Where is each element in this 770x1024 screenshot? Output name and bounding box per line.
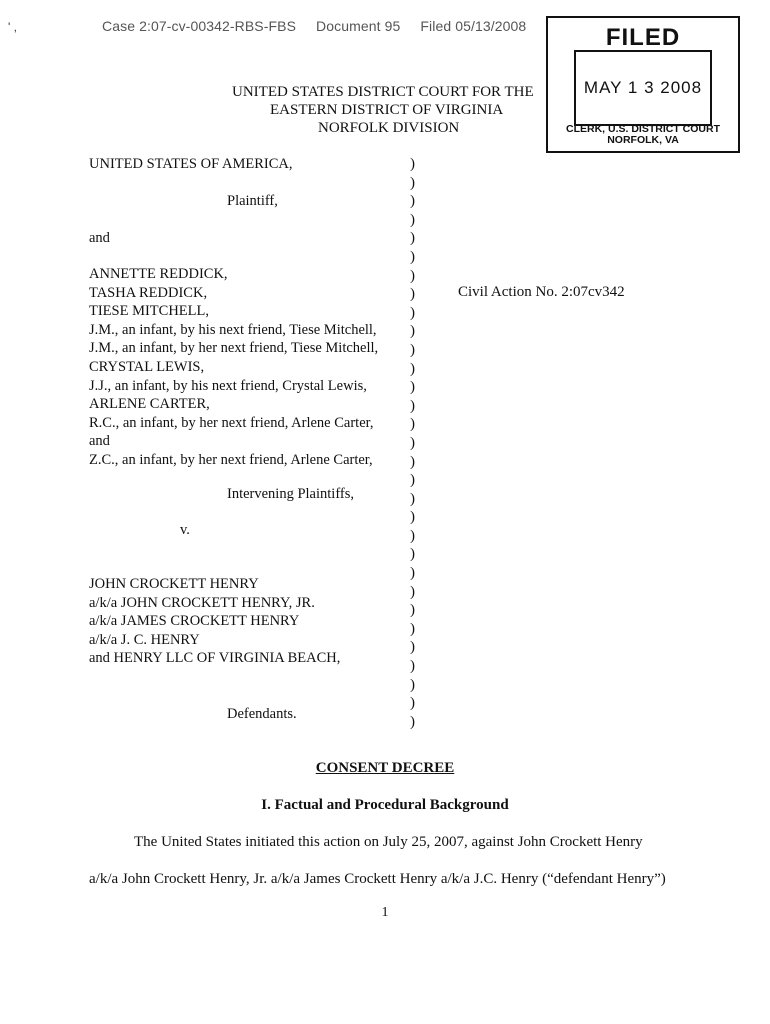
civil-action-number: Civil Action No. 2:07cv342 xyxy=(458,284,625,300)
page-number: 1 xyxy=(381,905,389,920)
versus: v. xyxy=(180,522,190,538)
caption-parenthesis: ) xyxy=(410,323,415,340)
caption-parenthesis: ) xyxy=(410,248,415,265)
filed-stamp xyxy=(546,16,740,153)
intervenor-role: Intervening Plaintiffs, xyxy=(227,486,354,502)
defendant-role: Defendants. xyxy=(227,706,297,722)
caption-parenthesis: ) xyxy=(410,416,415,433)
stamp-clerk xyxy=(548,124,738,146)
caption-parenthesis: ) xyxy=(410,397,415,414)
intervenor-line: J.J., an infant, by his next friend, Crystal Lewis, xyxy=(89,377,367,394)
caption-parenthesis: ) xyxy=(410,713,415,730)
caption-parenthesis: ) xyxy=(410,602,415,619)
caption-parenthesis: ) xyxy=(410,509,415,526)
caption-parenthesis: ) xyxy=(410,156,415,172)
caption-parenthesis: ) xyxy=(410,341,415,358)
stamp-date-box xyxy=(574,50,712,126)
intervenor-line: Z.C., an infant, by her next friend, Arlene Carter, xyxy=(89,451,373,468)
caption-parenthesis: ) xyxy=(410,658,415,675)
caption-parenthesis: ) xyxy=(410,472,415,489)
defendant-line: a/k/a J. C. HENRY xyxy=(89,631,200,648)
caption-parenthesis: ) xyxy=(410,360,415,377)
caption-parenthesis: ) xyxy=(410,211,415,228)
intervenor-line: TIESE MITCHELL, xyxy=(89,303,210,320)
stamp-title: FILED xyxy=(605,24,681,51)
paragraph-line: The United States initiated this action on July 25, 2007, against John Crockett Henry xyxy=(134,834,643,850)
caption-and: and xyxy=(89,230,110,246)
paragraph-line: a/k/a John Crockett Henry, Jr. a/k/a James Crockett Henry a/k/a J.C. Henry (“defendant Henry”) xyxy=(89,871,666,887)
stamp-date: MAY 1 3 2008 xyxy=(583,78,703,97)
intervenor-line: ANNETTE REDDICK, xyxy=(89,266,228,282)
caption-parenthesis: ) xyxy=(410,230,415,247)
court-name-line2: EASTERN DISTRICT OF VIRGINIA xyxy=(270,102,504,118)
caption-parenthesis: ) xyxy=(410,267,415,284)
caption-parenthesis: ) xyxy=(410,174,415,191)
caption-parenthesis: ) xyxy=(410,676,415,693)
defendant-line: a/k/a JAMES CROCKETT HENRY xyxy=(89,613,300,630)
case-number: Case 2:07-cv-00342-RBS-FBS xyxy=(102,18,297,34)
caption-parenthesis: ) xyxy=(410,639,415,656)
document-number: Document 95 xyxy=(316,18,401,34)
filed-date: Filed 05/13/2008 xyxy=(420,18,527,34)
plaintiff-role: Plaintiff, xyxy=(227,193,278,209)
caption-parenthesis: ) xyxy=(410,193,415,210)
section-heading: I. Factual and Procedural Background xyxy=(261,797,509,813)
stamp-clerk-line1: CLERK, U.S. DISTRICT COURT xyxy=(566,123,720,135)
defendant-line: a/k/a JOHN CROCKETT HENRY, JR. xyxy=(89,594,315,611)
caption-parenthesis: ) xyxy=(410,490,415,507)
caption-parenthesis: ) xyxy=(410,565,415,582)
intervenor-line: CRYSTAL LEWIS, xyxy=(89,358,205,375)
caption-parenthesis: ) xyxy=(410,434,415,451)
court-name-line1: UNITED STATES DISTRICT COURT FOR THE xyxy=(232,84,534,100)
caption-parenthesis: ) xyxy=(410,546,415,563)
defendant-line: and HENRY LLC OF VIRGINIA BEACH, xyxy=(89,650,341,667)
court-division: NORFOLK DIVISION xyxy=(318,120,460,136)
intervenor-line: J.M., an infant, by his next friend, Tiese Mitchell, xyxy=(89,321,377,338)
stamp-clerk-line2: NORFOLK, VA xyxy=(607,134,679,146)
caption-parenthesis-column xyxy=(410,155,415,731)
defendant-line: JOHN CROCKETT HENRY xyxy=(89,576,259,592)
plaintiff-name: UNITED STATES OF AMERICA, xyxy=(89,156,293,172)
caption-parenthesis: ) xyxy=(410,304,415,321)
document-title xyxy=(0,760,770,777)
intervenor-line: J.M., an infant, by her next friend, Tiese Mitchell, xyxy=(89,340,379,357)
caption-parenthesis: ) xyxy=(410,695,415,712)
scan-specks: ' , xyxy=(8,20,17,34)
caption-parenthesis: ) xyxy=(410,286,415,303)
intervenor-list xyxy=(89,265,378,470)
intervenor-line: R.C., an infant, by her next friend, Arlene Carter, xyxy=(89,414,374,431)
intervenor-line: and xyxy=(89,433,110,450)
caption-parenthesis: ) xyxy=(410,453,415,470)
caption-parenthesis: ) xyxy=(410,583,415,600)
intervenor-line: ARLENE CARTER, xyxy=(89,396,210,413)
document-title-text: CONSENT DECREE xyxy=(315,760,455,776)
caption-parenthesis: ) xyxy=(410,620,415,637)
intervenor-line: TASHA REDDICK, xyxy=(89,284,208,301)
defendant-list xyxy=(89,575,340,668)
caption-parenthesis: ) xyxy=(410,527,415,544)
caption-parenthesis: ) xyxy=(410,379,415,396)
